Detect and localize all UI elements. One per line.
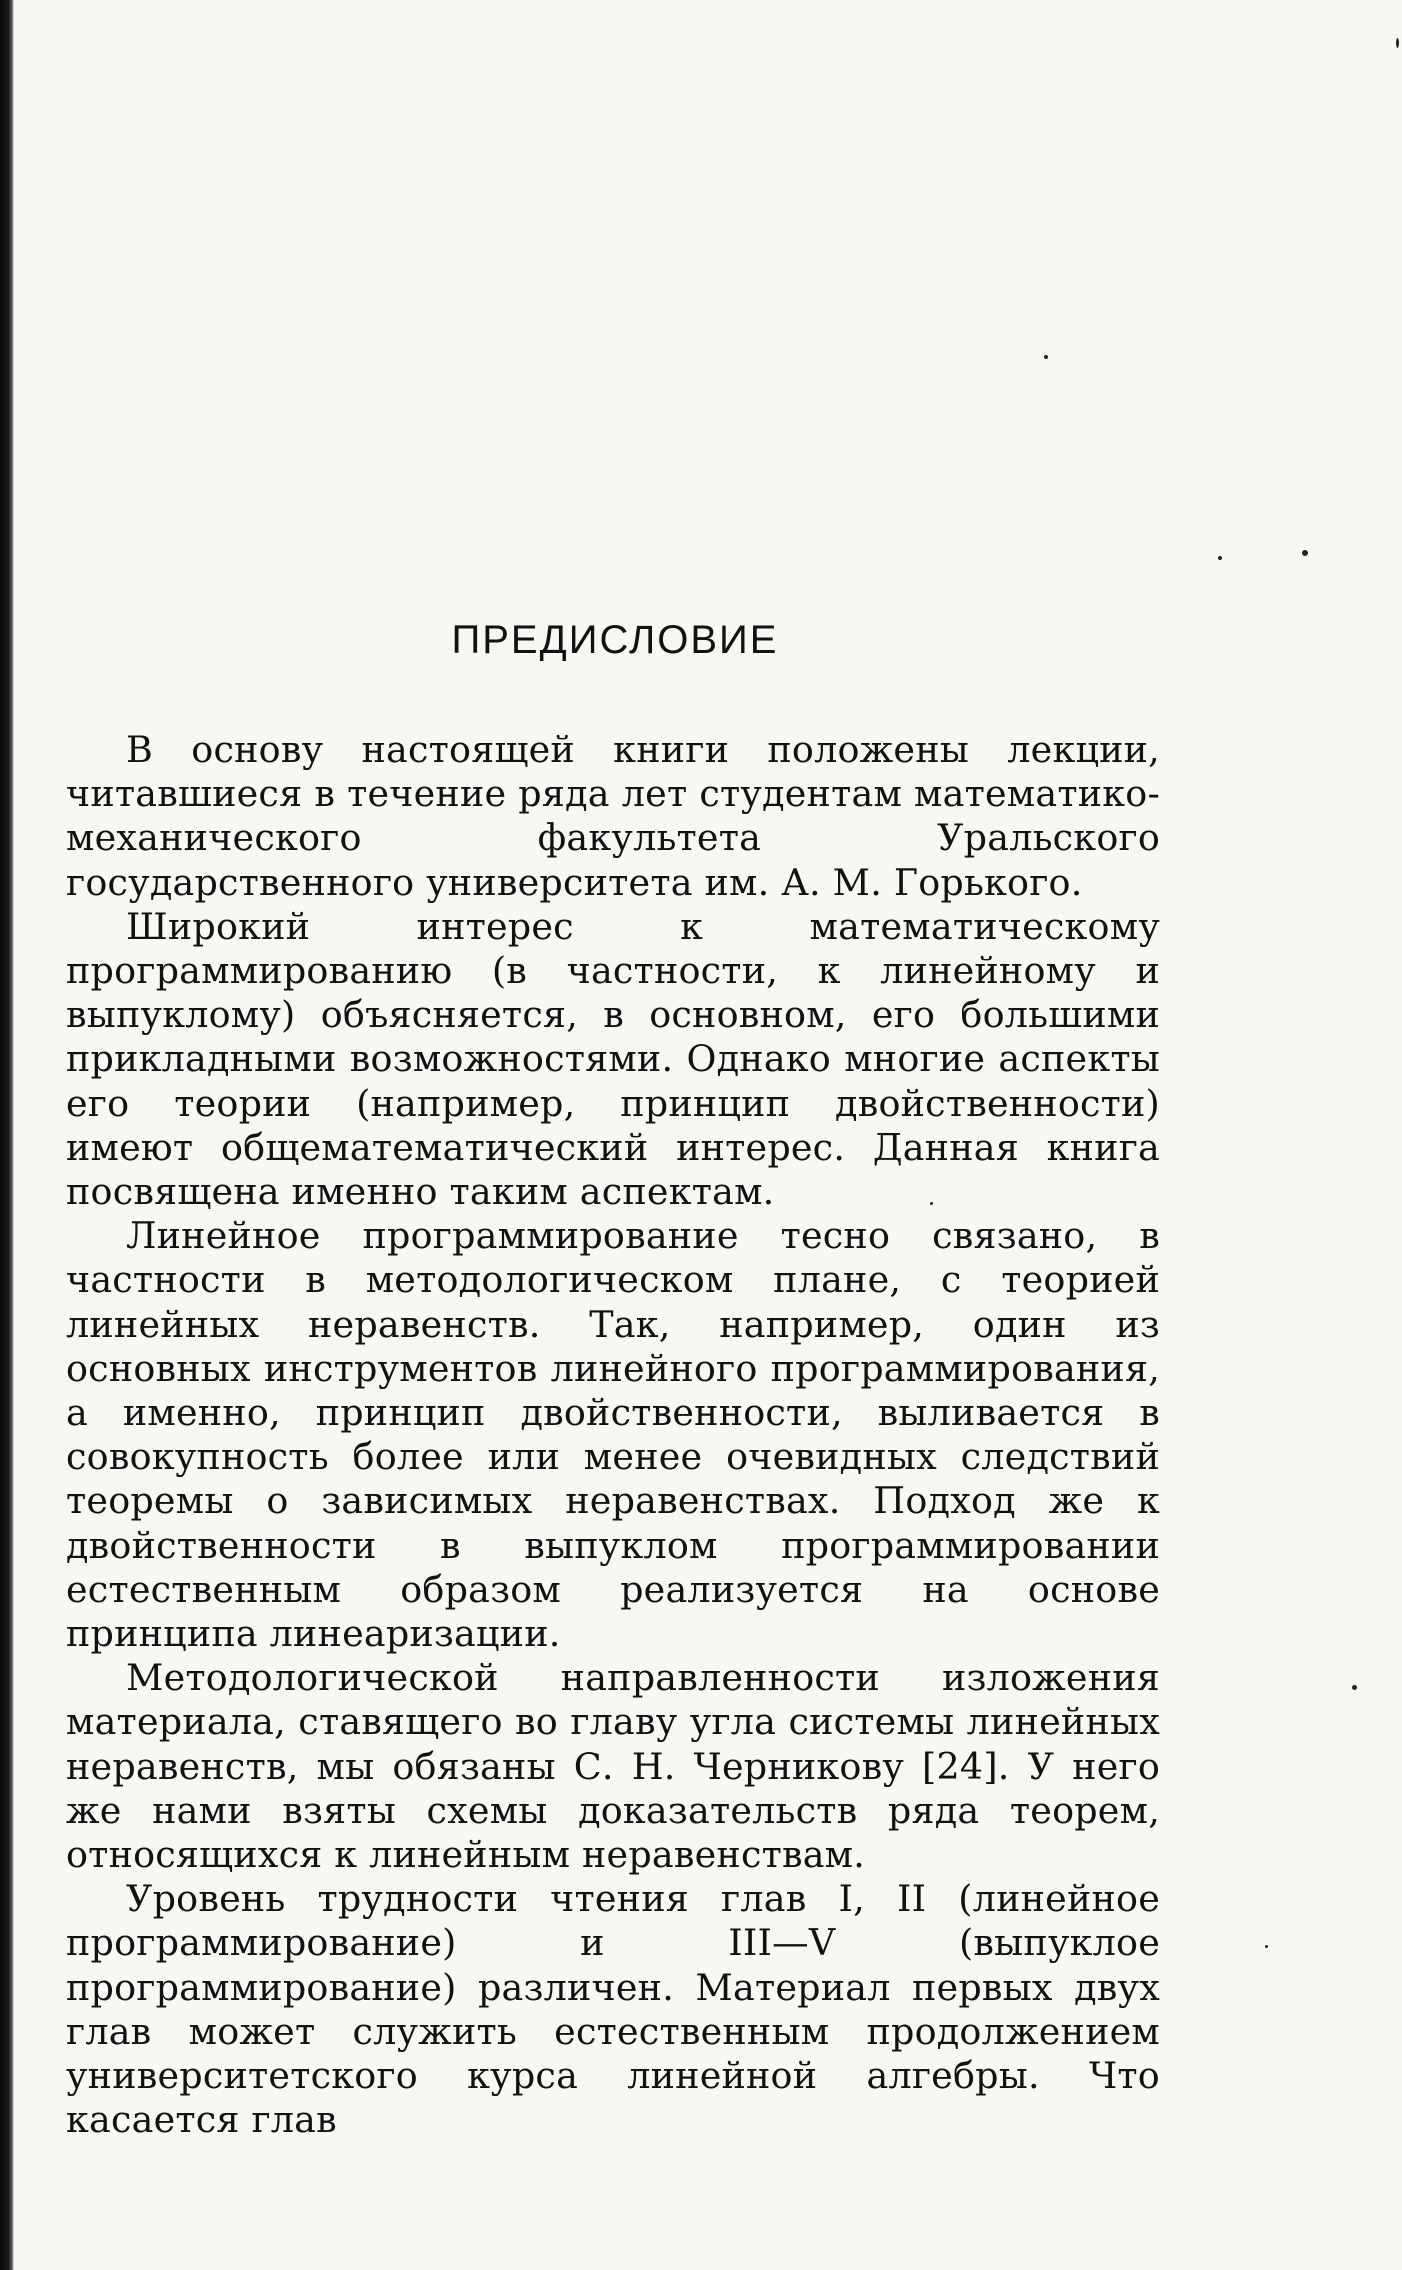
- scan-speck: [1352, 1685, 1357, 1690]
- paragraph: Линейное программирование тесно связано, в частности в методологическом плане, с теорией линейных неравенств. Так, например, один из основных инструментов линейного программирования, а именно, принцип двойственности, выливается в совокупность более или менее очевидных следствий теоремы о зависимых неравенствах. Подход же к двойственности в выпуклом программировании естественным образом реализуется на основе принципа линеаризации.: [66, 1214, 1160, 1656]
- page-title: ПРЕДИСЛОВИЕ: [451, 618, 779, 662]
- paragraph: Методологической направленности изложения материала, ставящего во главу угла системы линейных неравенств, мы обязаны С. Н. Черникову [24]. У него же нами взяты схемы доказательств ряда теорем, относящихся к линейным неравенствам.: [66, 1656, 1160, 1877]
- scan-speck: [1044, 355, 1048, 359]
- paragraph: В основу настоящей книги положены лекции, читавшиеся в течение ряда лет студентам математико-механического факультета Уральского государственного университета им. А. М. Горького.: [66, 728, 1160, 904]
- scan-speck: [1302, 550, 1308, 556]
- paragraph: Уровень трудности чтения глав I, II (линейное программирование) и III—V (выпуклое программирование) различен. Материал первых двух глав может служить естественным продолжением университетского курса линейной алгебры. Что касается глав: [66, 1877, 1160, 2142]
- scan-speck: [1396, 38, 1399, 48]
- scan-speck: [1265, 1945, 1268, 1948]
- binding-edge: [0, 0, 14, 2270]
- paragraph: Широкий интерес к математическому программированию (в частности, к линейному и выпуклому) объясняется, в основном, его большими прикладными возможностями. Однако многие аспекты его теории (например, принцип двойственности) имеют общематематический интерес. Данная книга посвящена именно таким аспектам.: [66, 904, 1160, 1214]
- scan-speck: [1218, 556, 1222, 560]
- preface-text: [66, 728, 1160, 2143]
